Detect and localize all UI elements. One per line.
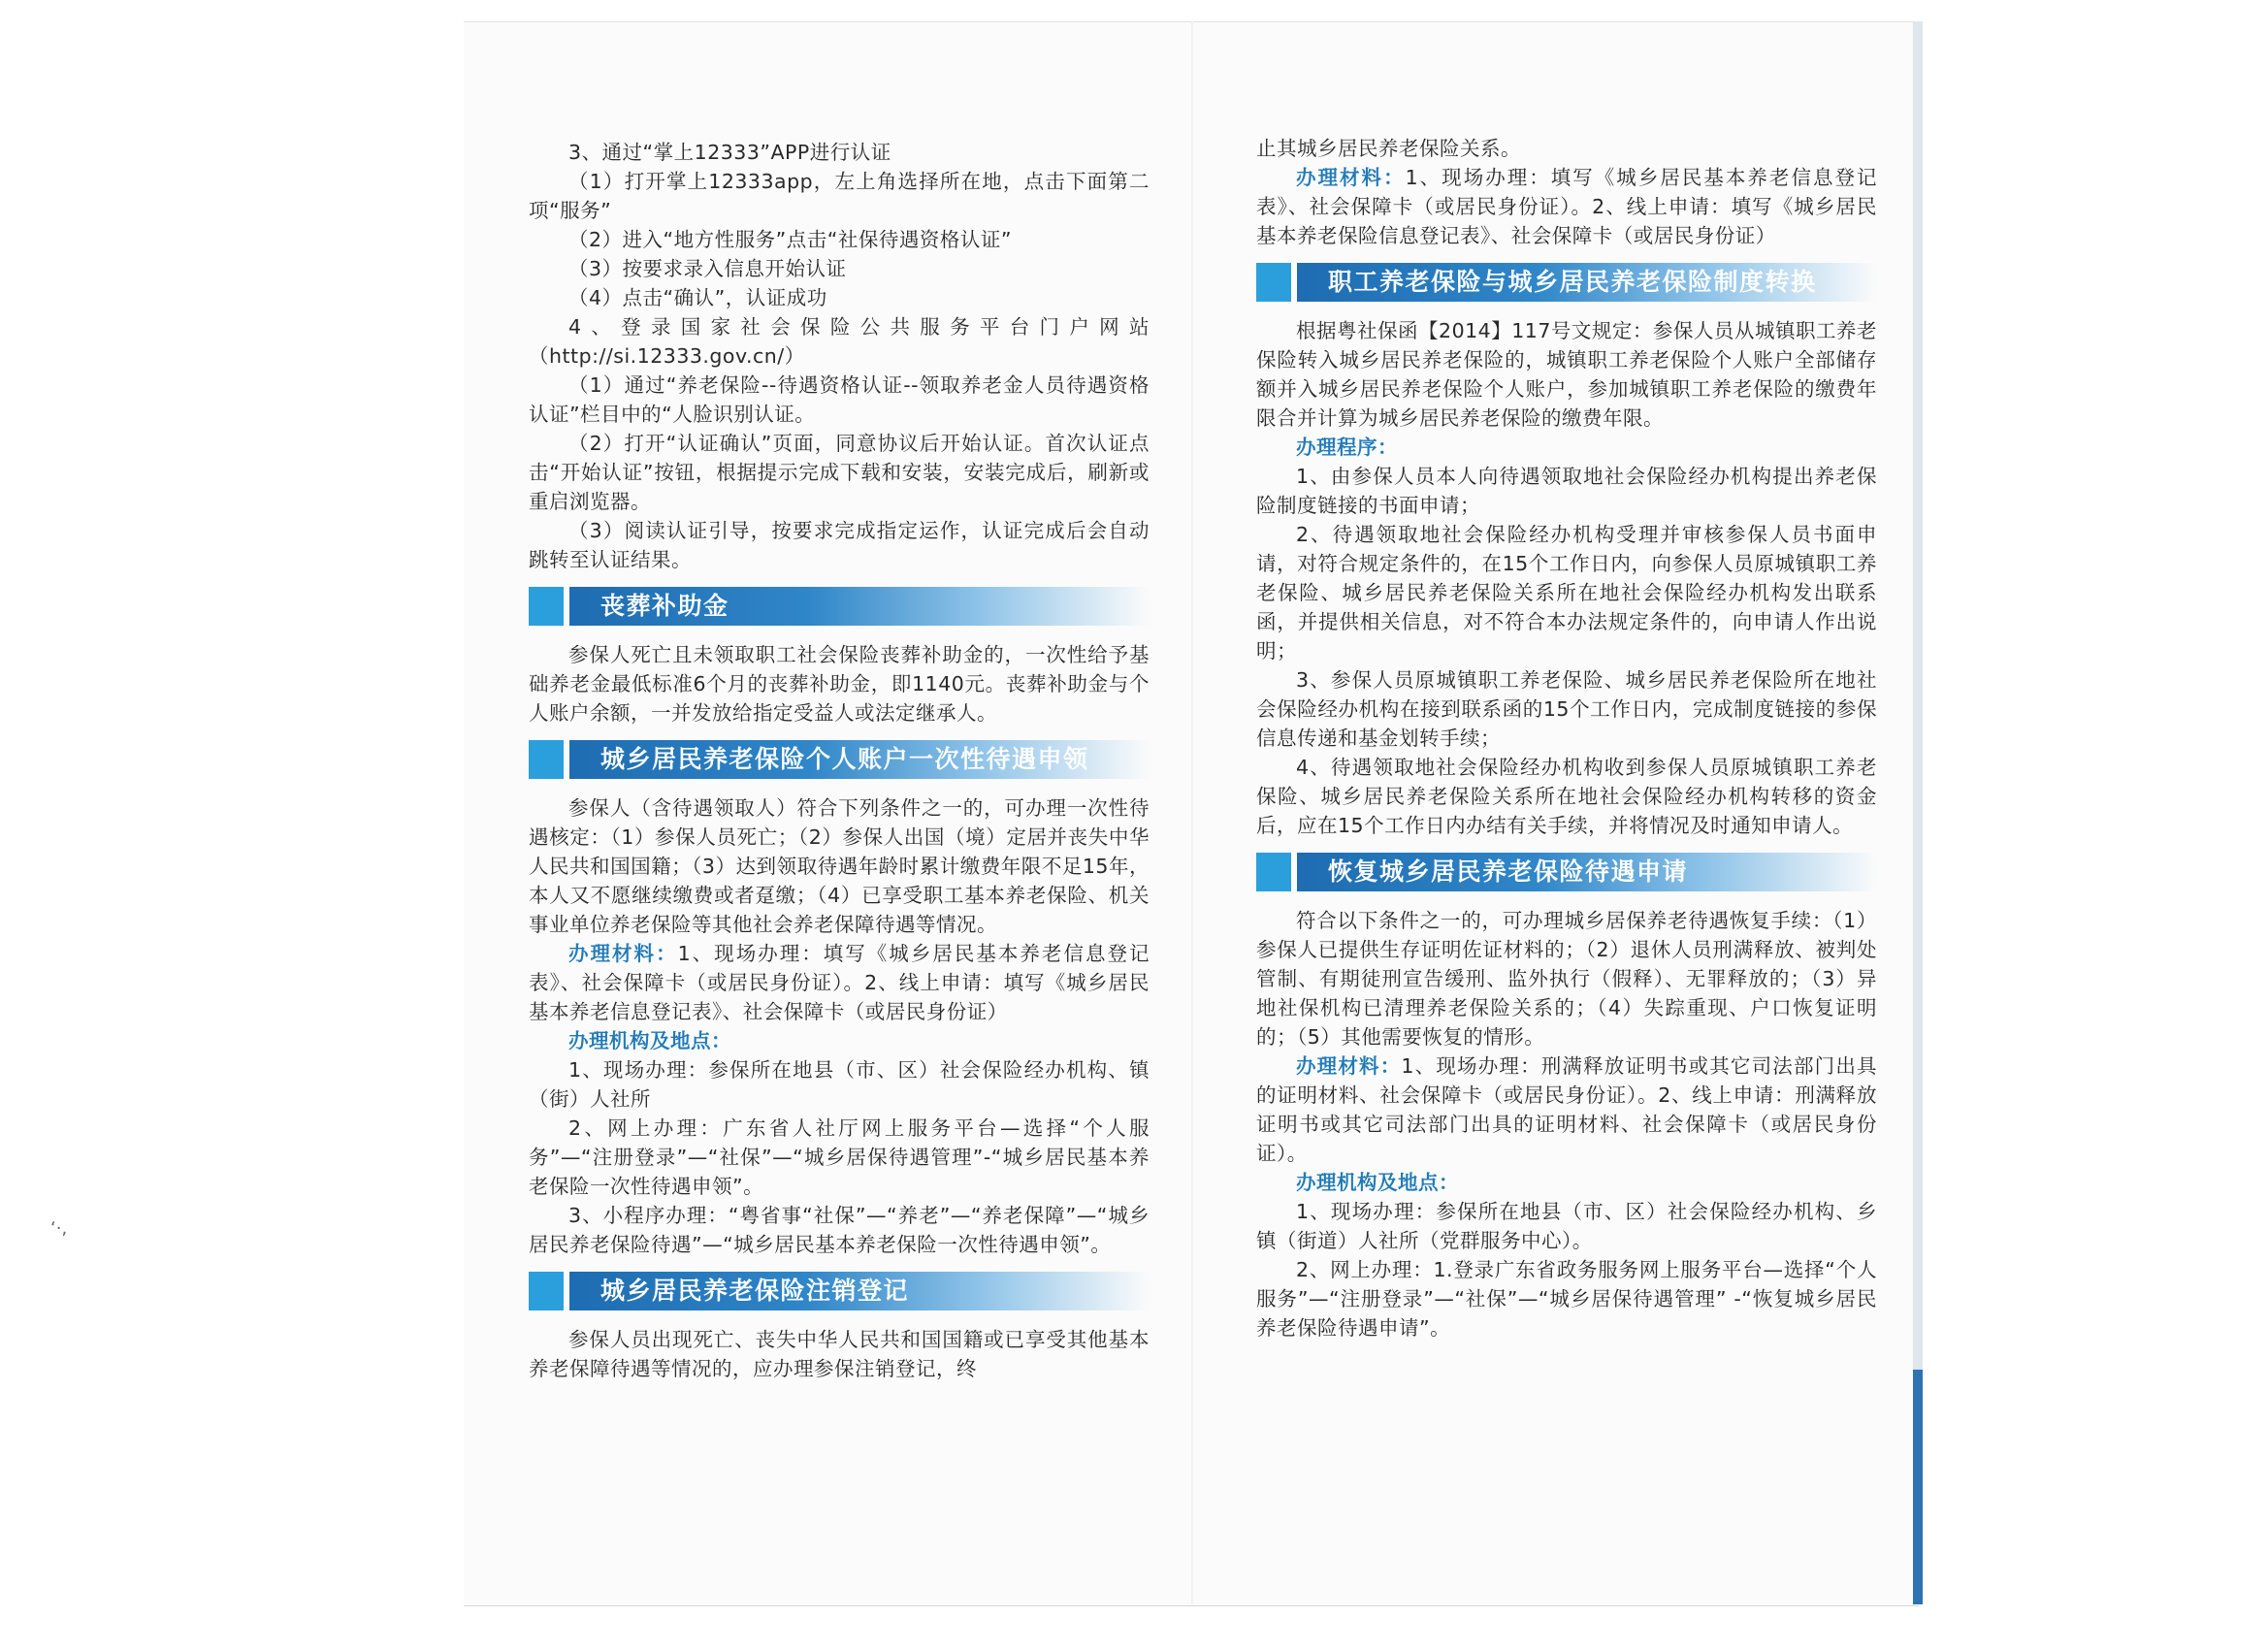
section-title: 丧葬补助金	[600, 592, 729, 620]
paragraph-text: 1、现场办理：刑满释放证明书或其它司法部门出具的证明材料、社会保障卡（或居民身份证）。2、线上申请：刑满释放证明书或其它司法部门出具的证明材料、社会保障卡（或居民身份证）。	[1256, 1054, 1877, 1165]
paragraph: 4、登录国家社会保险公共服务平台门户网站（http://si.12333.gov.cn/）	[529, 315, 1150, 368]
paragraph: （3）按要求录入信息开始认证	[568, 257, 847, 280]
right-column	[1256, 134, 1877, 1342]
paragraph: （4）点击“确认”，认证成功	[568, 286, 827, 309]
paragraph: （2）打开“认证确认”页面，同意协议后开始认证。首次认证点击“开始认证”按钮，根据提示完成下载和安装，安装完成后，刷新或重启浏览器。	[529, 432, 1150, 513]
paragraph-text: 1、现场办理：填写《城乡居民基本养老信息登记表》、社会保障卡（或居民身份证）。2、线上申请：填写《城乡居民基本养老信息登记表》、社会保障卡（或居民身份证）	[529, 942, 1150, 1023]
section-heading-cancellation	[529, 1272, 1150, 1310]
heading-square-marker	[529, 740, 564, 779]
left-column	[529, 138, 1150, 1383]
paragraph	[1256, 433, 1877, 462]
heading-square-marker	[529, 1272, 564, 1310]
paragraph: 1、由参保人员本人向待遇领取地社会保险经办机构提出养老保险制度链接的书面申请；	[1256, 465, 1877, 517]
paragraph: 2、网上办理：1.登录广东省政务服务网上服务平台—选择“个人服务”—“注册登录”—“社保”—“城乡居保待遇管理” -“恢复城乡居民养老保险待遇申请”。	[1256, 1258, 1877, 1340]
fold-line	[1191, 21, 1193, 1604]
paragraph: 3、参保人员原城镇职工养老保险、城乡居民养老保险所在地社会保险经办机构在接到联系函的15个工作日内，完成制度链接的参保信息传递和基金划转手续；	[1256, 668, 1877, 750]
paragraph	[1256, 163, 1877, 250]
paragraph: 止其城乡居民养老保险关系。	[1256, 137, 1521, 160]
keyword-label: 办理材料：	[1296, 166, 1406, 189]
section-title: 恢复城乡居民养老保险待遇申请	[1328, 857, 1689, 886]
section-heading-benefit-restoration	[1256, 853, 1877, 891]
paragraph-text: 1、现场办理：填写《城乡居民基本养老信息登记表》、社会保障卡（或居民身份证）。2、线上申请：填写《城乡居民基本养老保险信息登记表》、社会保障卡（或居民身份证）	[1256, 166, 1878, 247]
paragraph: 参保人死亡且未领取职工社会保险丧葬补助金的，一次性给予基础养老金最低标准6个月的丧葬补助金，即1140元。丧葬补助金与个人账户余额，一并发放给指定受益人或法定继承人。	[529, 643, 1150, 725]
scan-speck: ‘·,	[50, 1218, 68, 1239]
section-heading-lump-sum-claim	[529, 740, 1150, 779]
paragraph	[1256, 1051, 1877, 1168]
section-title: 城乡居民养老保险注销登记	[600, 1277, 910, 1305]
keyword-label: 办理机构及地点：	[1296, 1171, 1459, 1194]
paragraph: （2）进入“地方性服务”点击“社保待遇资格认证”	[568, 228, 1013, 251]
paragraph: 1、现场办理：参保所在地县（市、区）社会保险经办机构、乡镇（街道）人社所（党群服务中心）。	[1256, 1200, 1877, 1252]
paragraph	[529, 939, 1150, 1026]
section-title: 城乡居民养老保险个人账户一次性待遇申领	[600, 745, 1089, 773]
paragraph: 4、待遇领取地社会保险经办机构收到参保人员原城镇职工养老保险、城乡居民养老保险关系所在地社会保险经办机构转移的资金后，应在15个工作日内办结有关手续，并将情况及时通知申请人。	[1256, 756, 1877, 837]
paragraph: 1、现场办理：参保所在地县（市、区）社会保险经办机构、镇（街）人社所	[529, 1058, 1150, 1111]
paragraph: （1）通过“养老保险--待遇资格认证--领取养老金人员待遇资格认证”栏目中的“人脸识别认证。	[529, 373, 1150, 426]
heading-square-marker	[1256, 853, 1291, 891]
section-heading-system-conversion	[1256, 263, 1877, 302]
paragraph: （3）阅读认证引导，按要求完成指定运作，认证完成后会自动跳转至认证结果。	[529, 519, 1150, 571]
edge-blue-band	[1913, 1370, 1923, 1604]
paragraph: 3、通过“掌上12333”APP进行认证	[568, 141, 891, 164]
paragraph: 符合以下条件之一的，可办理城乡居保养老待遇恢复手续：（1）参保人已提供生存证明佐证材料的；（2）退休人员刑满释放、被判处管制、有期徒刑宣告缓刑、监外执行（假释）、无罪释放的；（3）异地社保机构已清理养老保险关系的；（4）失踪重现、户口恢复证明的；（5）其他需要恢复的情形。	[1256, 909, 1877, 1049]
paragraph	[529, 1026, 1150, 1055]
paragraph: 根据粤社保函【2014】117号文规定：参保人员从城镇职工养老保险转入城乡居民养老保险的，城镇职工养老保险个人账户全部储存额并入城乡居民养老保险个人账户，参加城镇职工养老保险的缴费年限合并计算为城乡居民养老保险的缴费年限。	[1256, 319, 1877, 430]
paragraph: 3、小程序办理：“粤省事“社保”—“养老”—“养老保障”—“城乡居民养老保险待遇”—“城乡居民基本养老保险一次性待遇申领”。	[529, 1204, 1150, 1256]
section-heading-funeral-allowance	[529, 587, 1150, 626]
heading-square-marker	[1256, 263, 1291, 302]
paragraph	[1256, 1168, 1877, 1197]
paragraph: 2、网上办理：广东省人社厅网上服务平台—选择“个人服务”—“注册登录”—“社保”—“城乡居保待遇管理”-“城乡居民基本养老保险一次性待遇申领”。	[529, 1116, 1150, 1198]
paragraph: 参保人员出现死亡、丧失中华人民共和国国籍或已享受其他基本养老保障待遇等情况的，应办理参保注销登记，终	[529, 1328, 1150, 1380]
paragraph: 2、待遇领取地社会保险经办机构受理并审核参保人员书面申请，对符合规定条件的，在15个工作日内，向参保人员原城镇职工养老保险、城乡居民养老保险关系所在地社会保险经办机构发出联系函，并提供相关信息，对不符合本办法规定条件的，向申请人作出说明；	[1256, 523, 1877, 663]
keyword-label: 办理材料：	[1296, 1054, 1402, 1078]
keyword-label: 办理材料：	[568, 942, 678, 965]
section-title: 职工养老保险与城乡居民养老保险制度转换	[1328, 268, 1817, 296]
paragraph: （1）打开掌上12333app，左上角选择所在地，点击下面第二项“服务”	[529, 170, 1150, 222]
paragraph: 参保人（含待遇领取人）符合下列条件之一的，可办理一次性待遇核定：（1）参保人员死亡；（2）参保人出国（境）定居并丧失中华人民共和国国籍；（3）达到领取待遇年龄时累计缴费年限不足15年，本人又不愿继续缴费或者趸缴；（4）已享受职工基本养老保险、机关事业单位养老保险等其他社会养老保障待遇等情况。	[529, 796, 1150, 936]
keyword-label: 办理程序：	[1296, 436, 1398, 459]
page-edge-strip	[1913, 21, 1923, 1604]
heading-square-marker	[529, 587, 564, 626]
keyword-label: 办理机构及地点：	[568, 1029, 731, 1052]
